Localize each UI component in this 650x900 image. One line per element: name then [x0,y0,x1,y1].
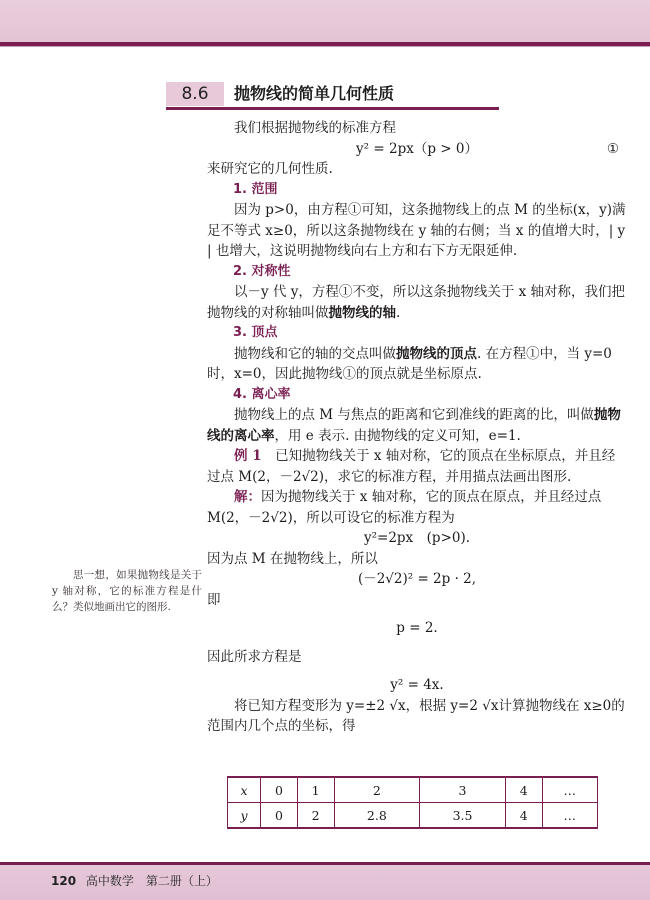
table-cell: … [542,777,597,803]
top-decorative-band [0,0,650,42]
main-content [207,118,627,737]
line-ie: 即 [207,591,221,608]
term-axis: 抛物线的轴 [328,304,396,321]
paragraph-range: 因为 p>0，由方程①可知，这条抛物线上的点 M 的坐标(x，y)满足不等式 x≥0，所以这条抛物线在 y 轴的右侧；当 x 的值增大时，| y | 也增大，这说明抛物线向右上方和右下方无限延伸. [207,202,626,259]
table-cell: 2 [334,777,420,803]
term-vertex: 抛物线的顶点 [396,345,477,362]
table-cell: x [228,777,261,803]
equation-3: p = 2. [396,620,438,636]
text: 因为抛物线关于 x 轴对称，它的顶点在原点，并且经过点 M(2，－2√2)，所以可设它的标准方程为 [207,489,602,526]
transform-paragraph: 将已知方程变形为 y=±2 √x，根据 y=2 √x计算抛物线在 x≥0的范围内几个点的坐标，得 [207,697,625,734]
line-because: 因为点 M 在抛物线上，所以 [207,550,378,567]
table-cell: 4 [505,777,542,803]
solution-label: 解： [234,489,261,505]
section-number: 8.6 [166,82,224,106]
section-title: 抛物线的简单几何性质 [234,84,395,103]
table-cell: … [542,803,597,829]
section-header [166,80,499,108]
line-therefore: 因此所求方程是 [207,648,302,665]
values-table [227,776,598,829]
intro-line: 我们根据抛物线的标准方程 [234,120,396,136]
example-solution [207,487,627,528]
paragraph-vertex [207,344,627,385]
equation-1: y²=2px (p>0). [363,530,471,546]
paragraph-symmetry [207,282,627,323]
text: 以－y 代 y，方程①不变，所以这条抛物线关于 x 轴对称，我们把抛物线的对称轴叫做 [207,284,626,321]
equation-4: y² = 4x. [390,677,444,693]
section-rule [166,107,499,110]
table-cell: 2 [297,803,334,829]
text: . [396,304,401,321]
table-cell: 4 [505,803,542,829]
term-eccentricity: 抛物线的离心率 [207,407,621,444]
heading-vertex: 3. 顶点 [233,325,278,340]
example-problem [207,446,627,487]
table-cell: 0 [261,803,298,829]
standard-equation [207,139,627,160]
table-row [228,777,598,803]
example-label: 例 1 [234,448,262,464]
page-footer [51,872,218,889]
equation-text: y² = 2px（p > 0） [356,140,478,157]
table-row [228,803,598,829]
table-cell: y [228,803,261,829]
text: 抛物线和它的轴的交点叫做 [234,345,396,362]
heading-eccentricity: 4. 离心率 [233,386,291,402]
paragraph-eccentricity [207,405,627,446]
equation-mark: ① [606,140,619,157]
text: . 在方程①中，当 y=0时，x=0，因此抛物线①的顶点就是坐标原点. [207,345,612,382]
page-number: 120 [51,874,77,888]
top-rule-thin [0,46,650,47]
heading-symmetry: 2. 对称性 [233,263,291,279]
intro-line-2: 来研究它的几何性质. [207,161,333,177]
book-title: 高中数学 第二册（上） [85,874,218,888]
text: ，用 e 表示. 由抛物线的定义可知，e=1. [274,427,521,444]
equation-2: (－2√2)² = 2p · 2, [357,571,477,587]
table-cell: 2.8 [334,803,420,829]
heading-range: 1. 范围 [233,181,278,197]
table-cell: 0 [261,777,298,803]
text: 已知抛物线关于 x 轴对称，它的顶点在坐标原点，并且经过点 M(2，－2√2)，求它的标准方程，并用描点法画出图形. [207,448,616,485]
table-cell: 1 [297,777,334,803]
side-note: 思一想，如果抛物线是关于 y 轴对称，它的标准方程是什么？类似地画出它的图形. [52,569,202,613]
table-cell: 3 [420,777,506,803]
text: 抛物线上的点 M 与焦点的距离和它到准线的距离的比，叫做 [234,407,594,423]
table-cell: 3.5 [420,803,506,829]
